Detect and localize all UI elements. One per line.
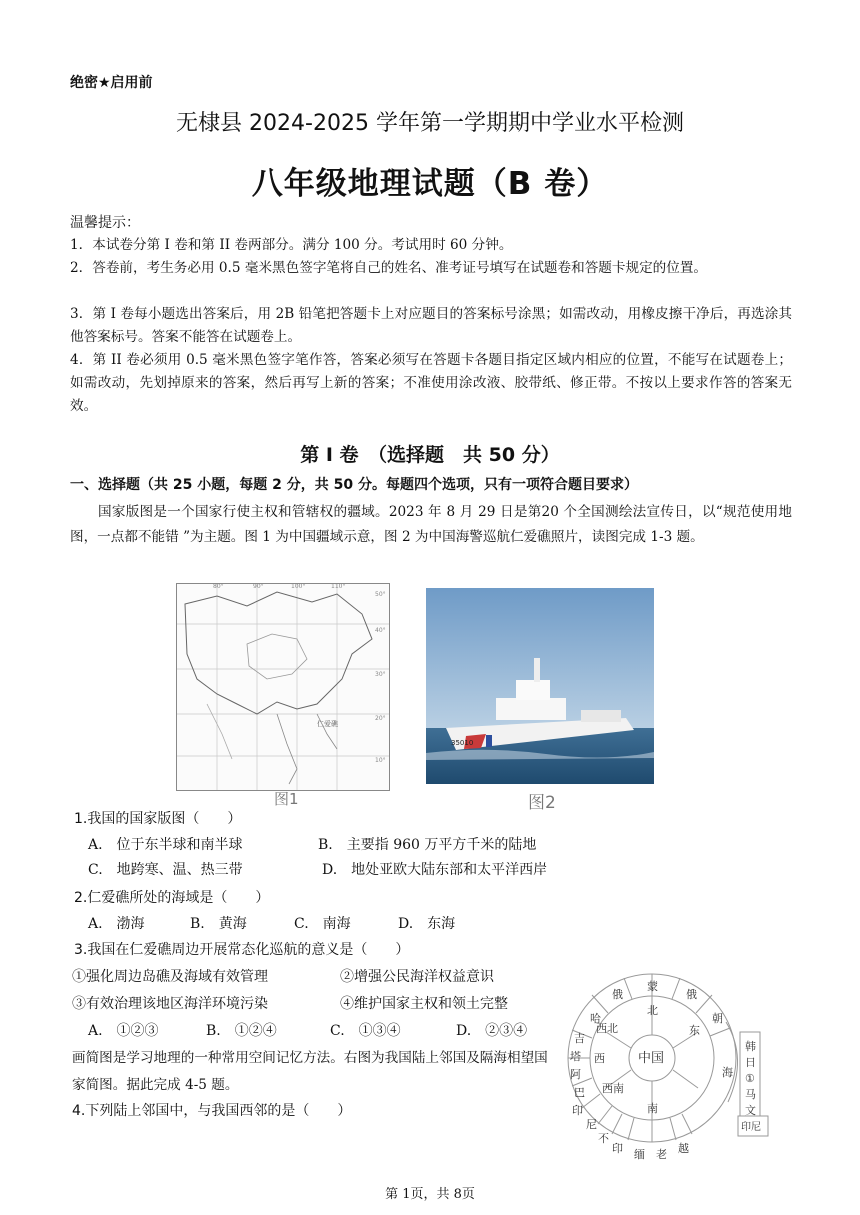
neighbor-countries-diagram: [552, 962, 788, 1174]
q3-stem: 3.我国在仁爱礁周边开展常态化巡航的意义是（ ）: [74, 942, 410, 958]
tip-item-1: 1．本试卷分第 I 卷和第 II 卷两部分。满分 100 分。考试用时 60 分钟。: [70, 237, 513, 253]
outer-country: 俄: [686, 988, 697, 1001]
outer-country: 阿: [570, 1068, 581, 1081]
paper-title: 八年级地理试题（B 卷）: [251, 166, 609, 202]
outer-country: 俄: [612, 988, 623, 1001]
tip-item-4: 4．第 II 卷必须用 0.5 毫米黑色签字笔作答，答案必须写在答题卡各题目指定区域内相应的位置，不能写在试题卷上；如需改动，先划掉原来的答案，然后再写上新的答案；不准使用涂改液、胶带纸、修正带。不按以上要求作答的答案无效。: [70, 352, 792, 414]
sea-country: 日: [745, 1056, 756, 1069]
sea-country: 韩: [745, 1040, 756, 1053]
q4-stem: 4.下列陆上邻国中，与我国西邻的是（ ）: [72, 1103, 352, 1119]
outer-country: 哈: [590, 1012, 601, 1025]
q3-statement-1: ①强化周边岛礁及海域有效管理: [72, 969, 268, 985]
q1-option-d[interactable]: D. 地处亚欧大陆东部和太平洋西岸: [322, 862, 548, 878]
ship-hull-number: 35010: [451, 739, 474, 747]
outer-country: 吉: [574, 1032, 585, 1045]
map-sketch: [177, 584, 389, 790]
exam-title: 无棣县 2024-2025 学年第一学期期中学业水平检测: [176, 111, 684, 136]
tips-heading: 温馨提示：: [70, 215, 140, 231]
direction-east: 东: [689, 1024, 700, 1037]
renai-reef-label: 仁爱礁: [317, 720, 338, 728]
lat-label: 30°: [375, 671, 386, 678]
q3-option-b[interactable]: B. ①②④: [206, 1023, 277, 1039]
q3-option-d[interactable]: D. ②③④: [456, 1023, 528, 1039]
outer-country: 印: [572, 1104, 583, 1117]
q3-statement-2: ②增强公民海洋权益意识: [340, 969, 494, 985]
lon-label: 100°: [291, 584, 306, 590]
question-intro: 国家版图是一个国家行使主权和管辖权的疆域。2023 年 8 月 29 日是第20 个全国测绘法宣传日，以“规范使用地图，一点都不能错 ”为主题。图 1 为中国疆域示意，图 2 为中国海警巡航仁爱礁照片，读图完成 1-3 题。: [70, 504, 792, 545]
sea-country: 文: [745, 1104, 756, 1117]
part-heading: 一、选择题（共 25 小题，每题 2 分，共 50 分。每题四个选项，只有一项符合题目要求）: [70, 477, 638, 493]
q2-option-d[interactable]: D. 东海: [398, 916, 456, 932]
outer-country: 塔: [570, 1050, 581, 1063]
q1-option-a[interactable]: A. 位于东半球和南半球: [88, 837, 243, 853]
q2-option-b[interactable]: B. 黄海: [190, 916, 247, 932]
direction-west: 西: [594, 1052, 605, 1065]
coast-guard-photo: [426, 588, 654, 784]
q1-stem: 1.我国的国家版图（ ）: [74, 811, 242, 827]
lon-label: 80°: [213, 584, 224, 590]
q2-stem: 2.仁爱礁所处的海域是（ ）: [74, 890, 270, 906]
lon-label: 110°: [331, 584, 346, 590]
outer-country: 缅: [634, 1148, 645, 1161]
direction-north: 北: [647, 1004, 658, 1017]
lat-label: 50°: [375, 591, 386, 598]
direction-southwest: 西南: [602, 1082, 624, 1095]
page-number: 第 1页，共 8页: [385, 1187, 475, 1202]
lon-label: 90°: [253, 584, 264, 590]
tip-item-3: 3．第 I 卷每小题选出答案后，用 2B 铅笔把答题卡上对应题目的答案标号涂黑；如需改动，用橡皮擦干净后，再选涂其他答案标号。答案不能答在试题卷上。: [70, 306, 792, 345]
center-china-label: 中国: [638, 1051, 665, 1066]
sea-country: 印尼: [741, 1122, 761, 1133]
q2-option-a[interactable]: A. 渤海: [88, 916, 145, 932]
q2-option-c[interactable]: C. 南海: [294, 916, 351, 932]
direction-south: 南: [647, 1102, 658, 1115]
outer-country: 印: [612, 1142, 623, 1155]
outer-country: 巴: [574, 1086, 585, 1099]
q1-option-b[interactable]: B. 主要指 960 万平方千米的陆地: [318, 837, 537, 853]
china-territory-map: [176, 583, 390, 791]
lat-label: 10°: [375, 757, 386, 764]
secret-mark: 绝密★启用前: [70, 75, 153, 91]
section-title: 第 I 卷 （选择题 共 50 分）: [300, 444, 560, 466]
sea-label: 海: [722, 1066, 733, 1079]
sea-country: 马: [745, 1088, 756, 1101]
q1-option-c[interactable]: C. 地跨寒、温、热三带: [88, 862, 243, 878]
outer-country: 越: [678, 1142, 689, 1155]
outer-country: 尼: [586, 1118, 597, 1131]
sea-country: ①: [745, 1072, 755, 1085]
direction-northwest: 西北: [596, 1022, 618, 1035]
q3-option-c[interactable]: C. ①③④: [330, 1023, 401, 1039]
outer-country: 不: [598, 1132, 609, 1145]
fig2-caption: 图2: [528, 793, 556, 813]
q3-statement-4: ④维护国家主权和领土完整: [340, 996, 508, 1012]
outer-country: 蒙: [647, 980, 658, 993]
q3-statement-3: ③有效治理该地区海洋环境污染: [72, 996, 268, 1012]
q3-option-a[interactable]: A. ①②③: [88, 1023, 159, 1039]
lat-label: 40°: [375, 627, 386, 634]
outer-country: 老: [656, 1148, 667, 1161]
lat-label: 20°: [375, 715, 386, 722]
fig1-caption: 图1: [274, 790, 299, 808]
tip-item-2: 2．答卷前，考生务必用 0.5 毫米黑色签字笔将自己的姓名、准考证号填写在试题卷和答题卡规定的位置。: [70, 260, 708, 276]
outer-country: 朝: [712, 1012, 723, 1025]
q45-intro: 画简图是学习地理的一种常用空间记忆方法。右图为我国陆上邻国及隔海相望国家简图。据此完成 4-5 题。: [72, 1050, 548, 1093]
